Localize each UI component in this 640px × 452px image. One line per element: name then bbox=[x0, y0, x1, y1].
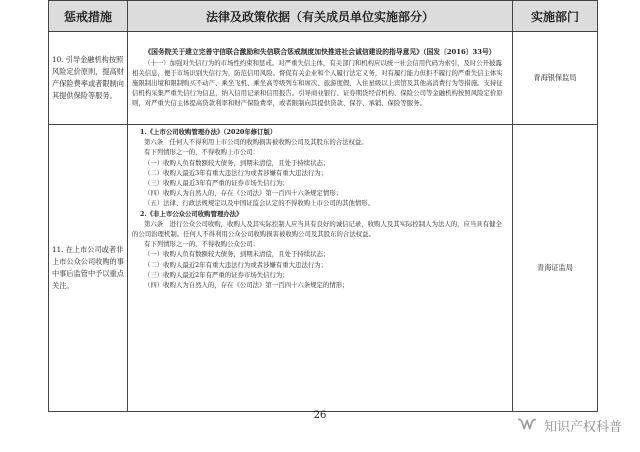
page-number: 26 bbox=[313, 410, 327, 421]
header-measure: 惩戒措施 bbox=[49, 1, 128, 32]
basis-line: 第六条 进行公众公司收购，收购人及其实际控制人应当具有良好的诚信记录，收购人及其实际控制人为法人的，应当具有健全的公司治理机制。任何人不得利用公众公司收购损害被收购公司及其股东的合法权益。 bbox=[132, 219, 502, 239]
watermark-text: 知识产权科普 bbox=[543, 419, 622, 435]
basis-cell bbox=[128, 32, 513, 125]
table-row bbox=[49, 32, 598, 125]
measure-cell: 11. 在上市公司或者非上市公众公司收购的事中事后监管中予以重点关注。 bbox=[49, 125, 128, 412]
dept-cell: 青海证监局 bbox=[513, 125, 598, 412]
dept-cell: 青海银保监局 bbox=[513, 32, 598, 125]
basis-line: （四）收购人为自然人的，存在《公司法》第一百四十六条规定情形； bbox=[144, 189, 343, 198]
header-basis: 法律及政策依据（有关成员单位实施部分） bbox=[128, 1, 513, 32]
basis-line: （三）收购人最近2年有严重的证券市场失信行为； bbox=[144, 270, 289, 279]
basis-line: （四）收购人为自然人的，存在《公司法》第一百四十六条规定的情形； bbox=[144, 281, 349, 290]
table-row bbox=[49, 125, 598, 412]
basis-line: （二）收购人最近2年有重大违法行为或者涉嫌有重大违法行为； bbox=[144, 260, 328, 269]
watermark bbox=[516, 414, 622, 436]
measure-cell: 10. 引导金融机构按照风险定价原则，提高财产保险费率或者限制向其提供保险等服务。 bbox=[49, 32, 128, 125]
basis-line: 有下列情形之一的，不得收购公众公司： bbox=[144, 240, 260, 249]
header-dept: 实施部门 bbox=[513, 1, 598, 32]
basis-line: （一）收购人负有数额较大债务，到期未清偿，且处于持续状态； bbox=[144, 250, 330, 259]
basis-line: 第六条 任何人不得利用上市公司的收购损害被收购公司及其股东的合法权益。 bbox=[144, 138, 368, 147]
basis-line: 有下列情形之一的，不得收购上市公司： bbox=[144, 148, 260, 157]
measures-table bbox=[48, 0, 598, 412]
basis-line: （一）收购人负有数额较大债务，到期未清偿，且处于持续状态； bbox=[144, 158, 330, 167]
basis-line: （五）法律、行政法规规定以及中国证监会认定的不得收购上市公司的其他情形。 bbox=[144, 199, 375, 208]
table-header-row bbox=[49, 1, 598, 32]
basis-line: （二）收购人最近3年有重大违法行为或者涉嫌有重大违法行为； bbox=[144, 168, 328, 177]
wechat-channel-icon bbox=[516, 414, 538, 436]
basis-doc-title: 《国务院关于建立完善守信联合激励和失信联合惩戒制度加快推进社会诚信建设的指导意见》（国发〔2016〕33号） bbox=[144, 48, 496, 57]
basis-cell bbox=[128, 125, 513, 412]
document-page bbox=[48, 0, 594, 410]
section-heading: 1.《上市公司收购管理办法》（2020年修订版） bbox=[140, 128, 277, 136]
section-heading: 2.《非上市公众公司收购管理办法》 bbox=[140, 209, 243, 218]
basis-paragraph: （十一）加强对失信行为的市场性约束和惩戒。对严重失信主体，有关部门和机构应以统一社会信用代码为索引，及时公开披露相关信息，便于市场识别失信行为，防范信用风险。督促有关企业和个人履行法定义务，对有履行能力但拒不履行的严重失信主体实施限制出境和限制购买不动产、乘坐飞机、乘坐高等级列车和席次、旅游度假、入住星级以上宾馆及其他高消费行为等措施。支持征信机构采集严重失信行为信息，纳入信用记录和信用报告。引导商业银行、证券期货经营机构、保险公司等金融机构按照风险定价原则，对严重失信主体提高贷款利率和财产保险费率，或者限制向其提供贷款、保荐、承销、保险等服务。 bbox=[132, 58, 503, 108]
basis-line: （三）收购人最近3年有严重的证券市场失信行为； bbox=[144, 179, 289, 188]
